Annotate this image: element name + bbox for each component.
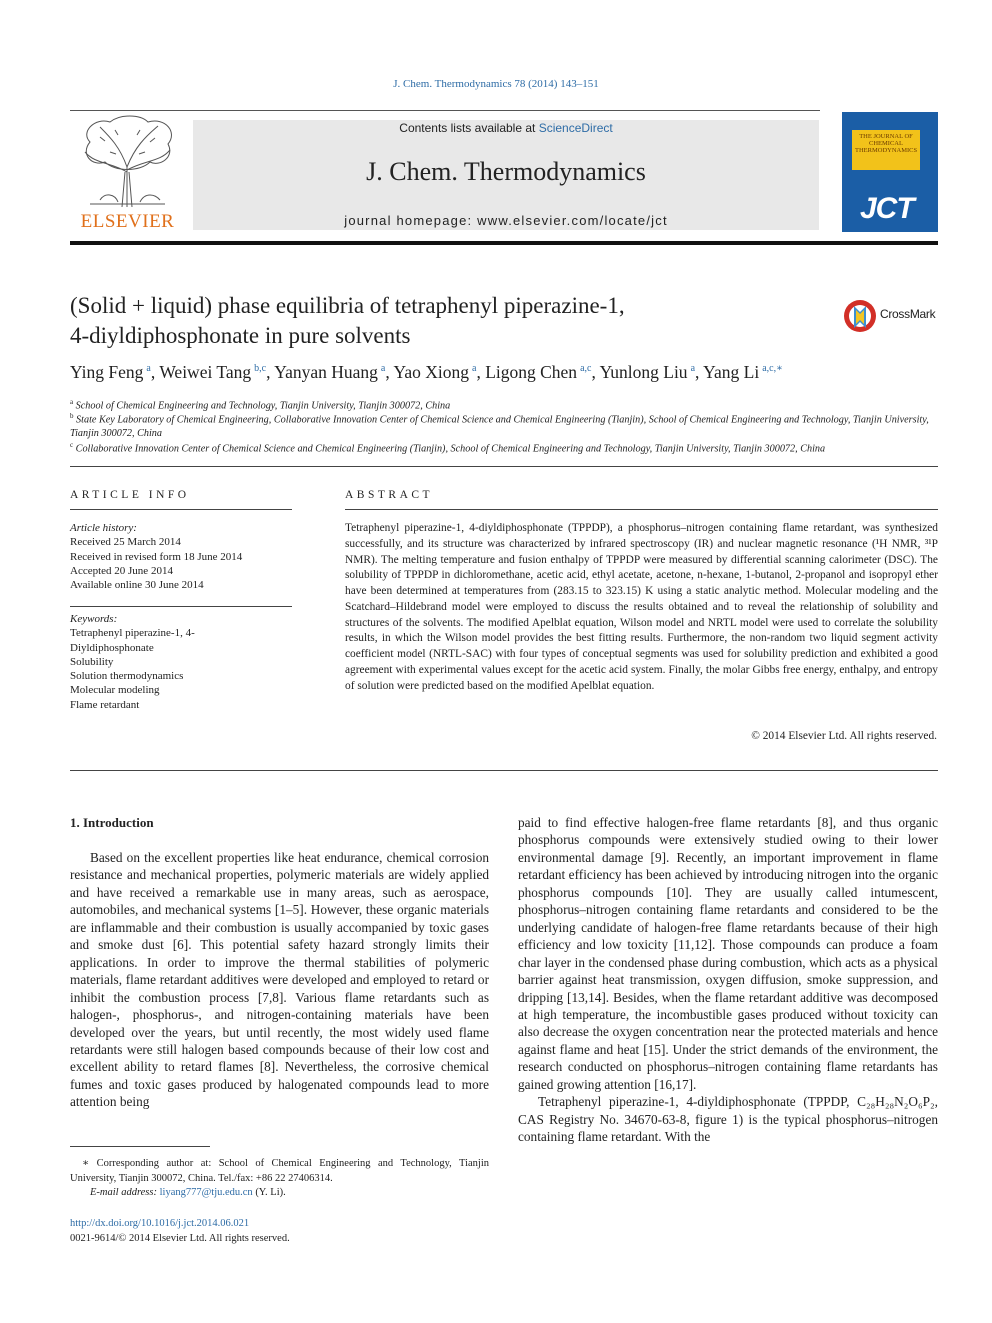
elsevier-wordmark: ELSEVIER <box>80 211 175 232</box>
keywords-rule <box>70 606 292 607</box>
history-item: Received in revised form 18 June 2014 <box>70 550 243 563</box>
history-list <box>70 535 292 592</box>
author-separator: , <box>695 362 704 382</box>
author-separator: , <box>385 362 394 382</box>
footnote <box>70 1157 489 1201</box>
header-rule <box>70 110 820 111</box>
affiliation-sup: b <box>70 412 74 420</box>
author-separator: , <box>591 362 600 382</box>
author-name[interactable]: Yang Li <box>703 362 760 382</box>
author-separator: , <box>150 362 160 382</box>
history-heading: Article history: <box>70 522 137 534</box>
doi-block <box>70 1217 290 1246</box>
history-item: Received 25 March 2014 <box>70 536 181 549</box>
intro-paragraph-3: Tetraphenyl piperazine-1, 4-diyldiphosphonate (TPPDP, C₂₈H₂₈N₂O₆P₂, CAS Registry No. 34670-63-8, figure 1) is the typical phosphorus–nitrogen containing flame retardant. With the <box>518 1094 938 1145</box>
history-item: Accepted 20 June 2014 <box>70 564 173 577</box>
author-name[interactable]: Weiwei Tang <box>159 362 252 382</box>
article-history <box>70 521 292 592</box>
crossmark-label: CrossMark <box>880 307 936 321</box>
history-item: Available online 30 June 2014 <box>70 579 204 592</box>
journal-name: J. Chem. Thermodynamics <box>366 157 646 186</box>
affiliation-sup: a <box>70 398 74 406</box>
keyword-list <box>70 626 292 712</box>
author-name[interactable]: Ligong Chen <box>485 362 578 382</box>
section-heading-introduction: 1. Introduction <box>70 815 154 830</box>
author-affiliation-sup[interactable]: a <box>471 363 477 375</box>
author-affiliation-sup[interactable]: b,c <box>254 363 267 375</box>
keywords-heading: Keywords: <box>70 613 118 625</box>
keyword-item: Diyldiphosphonate <box>70 641 154 654</box>
author-name[interactable]: Yanyan Huang <box>274 362 378 382</box>
affiliation-rule <box>70 466 938 467</box>
homepage-label: journal homepage: <box>344 213 478 228</box>
author-list <box>70 362 938 383</box>
title-line-2: 4-diyldiphosphonate in pure solvents <box>70 323 411 348</box>
keyword-item: Solution thermodynamics <box>70 670 184 683</box>
info-rule <box>70 509 292 510</box>
affiliation-c <box>70 438 938 456</box>
author-name[interactable]: Yunlong Liu <box>599 362 688 382</box>
issn-line: 0021-9614/© 2014 Elsevier Ltd. All rights reserved. <box>70 1232 290 1244</box>
footnote-rule <box>70 1146 210 1147</box>
affiliation-text: School of Chemical Engineering and Technology, Tianjin University, Tianjin 300072, China <box>75 400 451 412</box>
author-separator: , <box>476 362 486 382</box>
elsevier-logo[interactable] <box>70 112 185 237</box>
article-info-label: ARTICLE INFO <box>70 489 190 501</box>
author-affiliation-sup[interactable]: a <box>380 363 386 375</box>
abstract-copyright: © 2014 Elsevier Ltd. All rights reserved. <box>751 730 937 742</box>
author-separator: , <box>266 362 275 382</box>
keywords-block <box>70 612 292 712</box>
contents-line <box>193 121 819 135</box>
body-column-left <box>70 849 489 1111</box>
keyword-item: Molecular modeling <box>70 684 160 697</box>
email-label: E-mail address: <box>90 1187 160 1198</box>
keyword-item: Tetraphenyl piperazine-1, 4- <box>70 627 195 640</box>
affiliation-b <box>70 409 938 441</box>
crossmark-badge[interactable] <box>843 298 943 334</box>
affiliation-sup: c <box>70 441 74 449</box>
citation-line[interactable]: J. Chem. Thermodynamics 78 (2014) 143–151 <box>393 78 599 90</box>
crossmark-icon <box>843 298 877 334</box>
email-link[interactable]: liyang777@tju.edu.cn <box>159 1187 253 1198</box>
author-affiliation-sup[interactable]: a <box>690 363 696 375</box>
keyword-item: Solubility <box>70 655 114 668</box>
title-line-1: (Solid + liquid) phase equilibria of tetraphenyl piperazine-1, <box>70 293 625 318</box>
keyword-item: Flame retardant <box>70 698 140 711</box>
contents-prefix: Contents lists available at <box>399 121 539 135</box>
journal-homepage <box>193 213 819 228</box>
homepage-link[interactable]: www.elsevier.com/locate/jct <box>477 213 668 228</box>
elsevier-tree-icon <box>70 112 185 212</box>
cover-abbrev: JCT <box>860 192 914 225</box>
cover-title: THE JOURNAL OF CHEMICAL THERMODYNAMICS <box>852 130 920 170</box>
header-thick-rule <box>70 241 938 245</box>
abstract-label: ABSTRACT <box>345 489 434 501</box>
author-name[interactable]: Yao Xiong <box>393 362 469 382</box>
affiliation-text: State Key Laboratory of Chemical Engineering, Collaborative Innovation Center of Chemical Science and Chemical Engineering (Tianjin), School of Chemical Engineering and Technology, Tianjin University, Tianjin 300072, China <box>70 414 929 440</box>
sciencedirect-link[interactable]: ScienceDirect <box>538 121 613 135</box>
body-column-right <box>518 814 938 1146</box>
doi-link[interactable]: http://dx.doi.org/10.1016/j.jct.2014.06.021 <box>70 1218 250 1229</box>
author-affiliation-sup[interactable]: a,c <box>580 363 592 375</box>
corresponding-author-note: ∗ Corresponding author at: School of Chemical Engineering and Technology, Tianjin University, Tianjin 300072, China. Tel./fax: +86 22 27406314. <box>70 1158 489 1184</box>
article-title <box>70 291 790 351</box>
abstract-text: Tetraphenyl piperazine-1, 4-diyldiphosphonate (TPPDP), a phosphorus–nitrogen containing flame retardant, was synthesized successfully, and its structure was characterized by infrared spectroscopy (IR) and nuclear magnetic resonance (¹H NMR, ³¹P NMR). The melting temperature and fusion enthalpy of TPPDP were measured by differential scanning calorimeter (DSC). The solubility of TPPDP in dichloromethane, acetic acid, ethyl acetate, acetone, n-hexane, 1-butanol, 2-propanol and isopropyl ether have been determined at temperatures from (283.15 to 323.15) K using a static analytic method. Molecular modeling and the Scatchard–Hildebrand model were employed to discuss the results obtained and to reveal the relationship of solubility and structures of the solvents. The modified Apelblat equation, Wilson model and NRTL model were used to correlate the solubility results, in which the Wilson model provides the best fitting results. Furthermore, the non-random two liquid segment activity coefficient model (NRTL-SAC) with four types of conceptual segments was used for solubility prediction and exhibited a good agreement with experimental values except for the acetic acid system. Finally, the molar Gibbs free energy, enthalpy, and entropy of solution were predicted based on the modified Apelblat equation. <box>345 522 938 692</box>
affiliation-text: Collaborative Innovation Center of Chemical Science and Chemical Engineering (Tianjin), School of Chemical Engineering and Technology, Tianjin University, Tianjin 300072, China <box>75 443 826 455</box>
email-suffix: (Y. Li). <box>252 1187 286 1198</box>
intro-paragraph-2: paid to find effective halogen-free flame retardants [8], and thus organic phosphorus compounds were extensively studied owing to their lower environmental damage [9]. Recently, an important improvement in flame retardant efficiency has been achieved by introducing nitrogen into the organic phosphorus compounds [10]. They are usually called intumescent, phosphorus–nitrogen containing flame retardants and considered to be the underlying candidate of halogen-free flame retardants because of their high efficiency and low toxicity [11,12]. Those compounds can produce a foam char layer in the condensed phase during combustion, which acts as a physical barrier against heat transmission, oxygen diffusion, smoke suppression, and dripping [13,14]. Besides, when the flame retardant additive was decomposed at high temperature, the incombustible gases produced without toxicity can also decrease the oxygen concentration near the protected materials and hence against flame and heat [15]. Under the strict demands of the environment, the research conducted on phosphorus–nitrogen containing flame retardants has gained growing attention [16,17]. <box>518 815 938 1092</box>
author-affiliation-sup[interactable]: a <box>146 363 151 375</box>
abstract-rule <box>345 509 938 510</box>
intro-paragraph-1: Based on the excellent properties like heat endurance, chemical corrosion resistance and mechanical properties, polymeric materials are widely applied and have received a remarkable use in many areas, such as aerospace, automobiles, and mechanical systems [1–5]. However, these organic materials are inflammable and their combustion is usually accompanied by toxic gases and smoke dust [6]. This potential safety hazard strongly limits their applications. In order to improve the thermal stabilities of polymeric materials, flame retardant additives were developed and employed to retard or inhibit the combustion process [7,8]. Various flame retardants such as halogen-, phosphorus-, and nitrogen-containing materials have been developed over the years, but until recently, the most widely used flame retardants were still halogen based compounds because of their low cost and excellent ability to retard flames [8]. Nevertheless, the corrosive chemical fumes and toxic gases produced by halogenated compounds lead to more attention being <box>70 850 489 1110</box>
journal-cover[interactable] <box>842 112 938 232</box>
author-name[interactable]: Ying Feng <box>70 362 144 382</box>
body-rule <box>70 770 938 771</box>
author-affiliation-sup[interactable]: a,c,∗ <box>762 363 783 375</box>
